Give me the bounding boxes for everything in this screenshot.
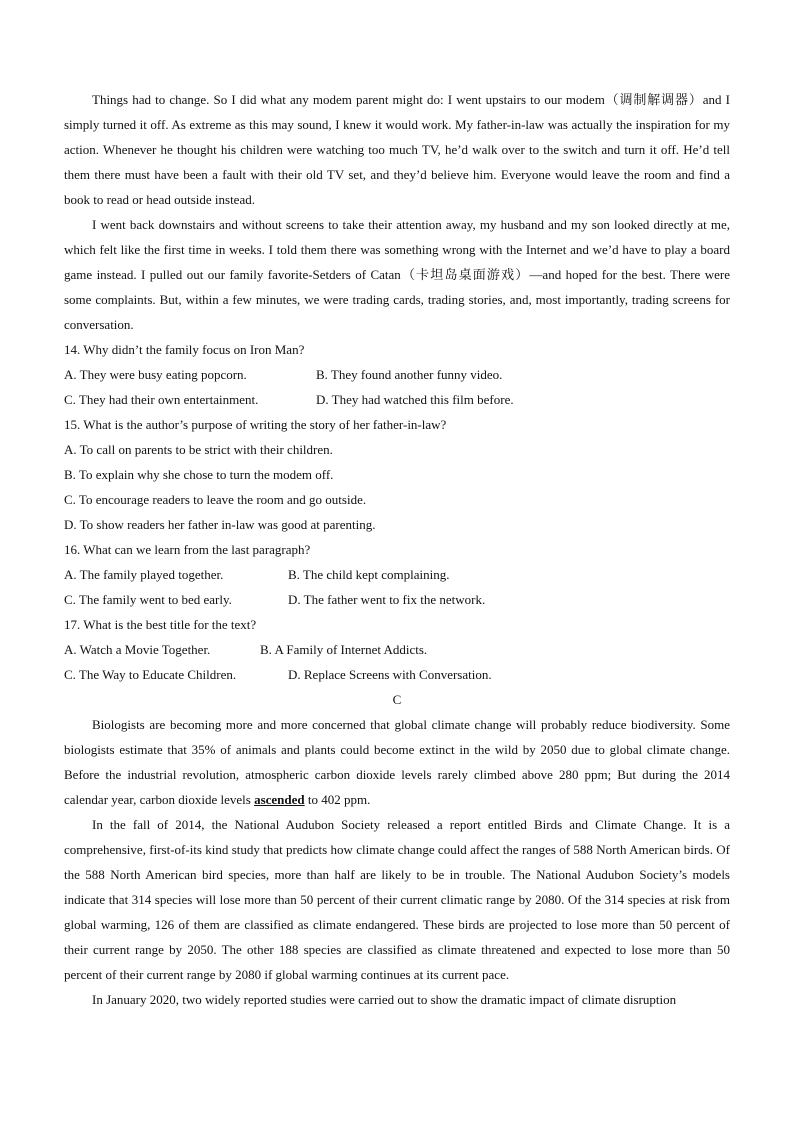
paragraph-text: to 402 ppm. — [304, 792, 371, 807]
question-14 — [64, 337, 730, 412]
question-15 — [64, 412, 730, 537]
option-d: D. They had watched this film before. — [316, 392, 514, 407]
option-b: B. The child kept complaining. — [288, 567, 450, 582]
option-a: A. To call on parents to be strict with their children. — [64, 442, 333, 457]
option-b: B. A Family of Internet Addicts. — [260, 642, 428, 657]
question-stem: 17. What is the best title for the text? — [64, 617, 257, 632]
document-page — [64, 87, 730, 1012]
option-row — [64, 587, 730, 612]
option-d: D. The father went to fix the network. — [288, 592, 486, 607]
option-c: C. The Way to Educate Children. — [64, 667, 237, 682]
passage-c-paragraph-1 — [64, 712, 730, 812]
passage-b-paragraph-1: Things had to change. So I did what any modem parent might do: I went upstairs to our modem（调制解调器）and I simply turned it off. As extreme as this may sound, I knew it would work. My father-in-law was actually the inspiration for my action. Whenever he thought his children were watching too much TV, he’d walk over to the switch and turn it off. He’d tell them there must have been a fault with their old TV set, and they’d believe him. Everyone would leave the room and find a book to read or head outside instead. — [64, 92, 730, 207]
question-stem: 15. What is the author’s purpose of writing the story of her father-in-law? — [64, 417, 447, 432]
question-stem: 16. What can we learn from the last paragraph? — [64, 542, 311, 557]
option-a: A. The family played together. — [64, 567, 224, 582]
option-row — [64, 362, 730, 387]
option-a: A. They were busy eating popcorn. — [64, 367, 247, 382]
option-b: B. They found another funny video. — [316, 367, 503, 382]
option-c: C. To encourage readers to leave the room and go outside. — [64, 492, 367, 507]
option-c: C. They had their own entertainment. — [64, 392, 259, 407]
question-17 — [64, 612, 730, 687]
option-row — [64, 637, 730, 662]
paragraph-text: Biologists are becoming more and more concerned that global climate change will probably reduce biodiversity. Some biologists estimate that 35% of animals and plants could become extinct in the wild by 2050 due to global climate change. Before the industrial revolution, atmospheric carbon dioxide levels rarely climbed above 280 ppm; But during the 2014 calendar year, carbon dioxide levels — [64, 717, 730, 807]
option-b: B. To explain why she chose to turn the modem off. — [64, 467, 334, 482]
option-a: A. Watch a Movie Together. — [64, 642, 211, 657]
section-c-heading: C — [392, 692, 402, 707]
passage-b-paragraph-2: I went back downstairs and without screens to take their attention away, my husband and my son looked directly at me, which felt like the first time in weeks. I told them there was something wrong with the Internet and we’d have to play a board game instead. I pulled out our family favorite-Setders of Catan（卡坦岛桌面游戏）—and hoped for the best. There were some complaints. But, within a few minutes, we were trading cards, trading stories, and, most importantly, trading screens for conversation. — [64, 217, 730, 332]
option-d: D. To show readers her father in-law was good at parenting. — [64, 517, 376, 532]
question-16 — [64, 537, 730, 612]
passage-c-paragraph-2: In the fall of 2014, the National Audubon Society released a report entitled Birds and Climate Change. It is a comprehensive, first-of-its kind study that predicts how climate change could affect the ranges of 588 North American birds. Of the 588 North American bird species, more than half are likely to be in trouble. The National Audubon Society’s models indicate that 314 species will lose more than 50 percent of their current climatic range by 2080. Of the 314 species at risk from global warming, 126 of them are classified as climate endangered. These birds are projected to lose more than 50 percent of their current range by 2050. The other 188 species are classified as climate threatened and expected to lose more than 50 percent of their current range by 2080 if global warming continues at its current pace. — [64, 817, 730, 982]
option-row — [64, 662, 730, 687]
passage-c-paragraph-3: In January 2020, two widely reported studies were carried out to show the dramatic impact of climate disruption — [92, 992, 677, 1007]
option-c: C. The family went to bed early. — [64, 592, 232, 607]
highlighted-vocabulary-word: ascended — [254, 792, 305, 807]
option-row — [64, 562, 730, 587]
option-d: D. Replace Screens with Conversation. — [288, 667, 492, 682]
question-stem: 14. Why didn’t the family focus on Iron Man? — [64, 342, 305, 357]
option-row — [64, 387, 730, 412]
